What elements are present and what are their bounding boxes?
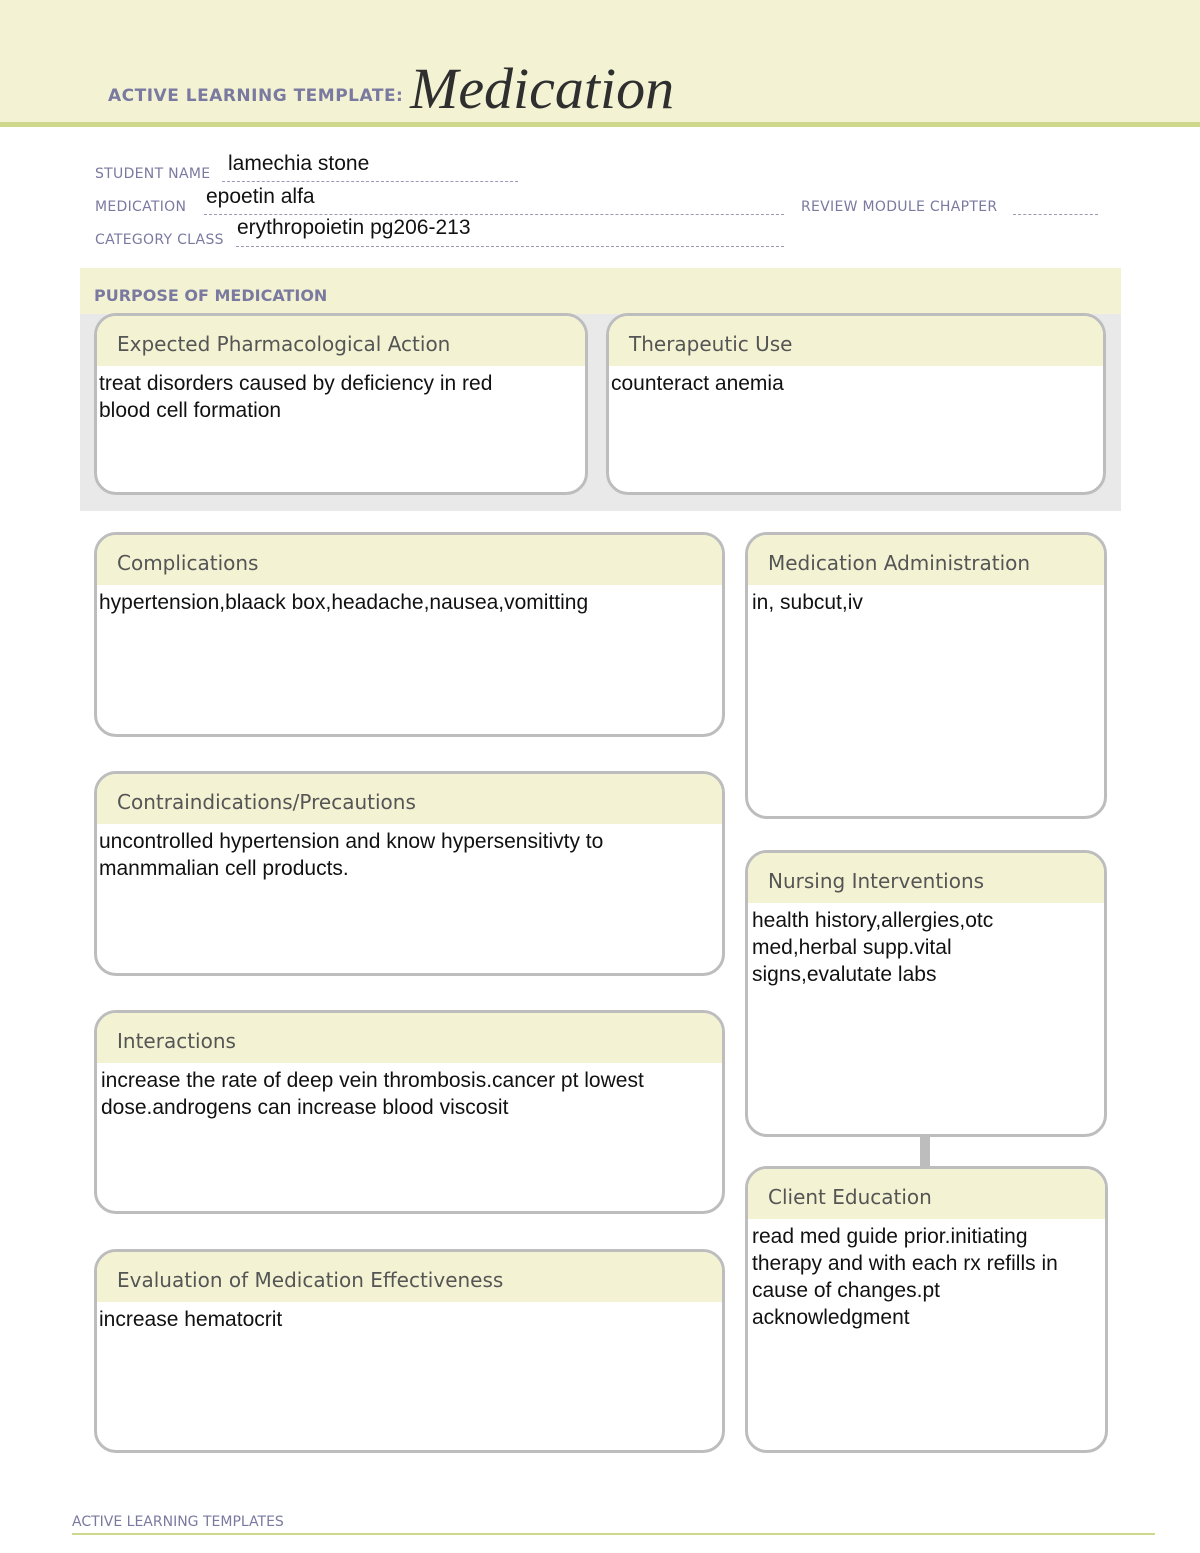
student-name-underline (222, 181, 518, 182)
connector-bar (920, 1135, 930, 1166)
contraindications-box (94, 771, 725, 976)
category-class-label: CATEGORY CLASS (95, 232, 224, 248)
medication-underline (204, 214, 784, 215)
client-education-box (745, 1166, 1108, 1453)
evaluation-text[interactable]: increase hematocrit (99, 1308, 283, 1331)
interactions-text[interactable]: increase the rate of deep vein thrombosis.cancer pt lowest dose.androgens can increase blood viscosit (101, 1069, 644, 1119)
medication-label: MEDICATION (95, 199, 187, 215)
therapeutic-use-title: Therapeutic Use (609, 316, 1103, 366)
expected-action-text[interactable]: treat disorders caused by deficiency in red blood cell formation (99, 372, 493, 422)
client-education-title: Client Education (748, 1169, 1105, 1219)
purpose-label: PURPOSE OF MEDICATION (94, 286, 328, 305)
page-title: Medication (410, 56, 675, 121)
medication-administration-text[interactable]: in, subcut,iv (752, 591, 863, 614)
client-education-text[interactable]: read med guide prior.initiating therapy and with each rx refills in cause of changes.pt acknowledgment (752, 1225, 1058, 1329)
contraindications-text[interactable]: uncontrolled hypertension and know hypersensitivty to manmmalian cell products. (99, 830, 604, 880)
therapeutic-use-box (606, 313, 1106, 495)
category-class-underline (236, 246, 784, 247)
complications-title: Complications (97, 535, 722, 585)
medication-field[interactable]: epoetin alfa (206, 185, 315, 208)
category-class-field[interactable]: erythropoietin pg206-213 (237, 216, 471, 239)
student-name-label: STUDENT NAME (95, 166, 211, 182)
review-module-field[interactable] (1013, 214, 1098, 215)
nursing-interventions-box (745, 850, 1107, 1137)
nursing-interventions-text[interactable]: health history,allergies,otc med,herbal supp.vital signs,evalutate labs (752, 909, 994, 986)
expected-action-title: Expected Pharmacological Action (97, 316, 585, 366)
evaluation-title: Evaluation of Medication Effectiveness (97, 1252, 722, 1302)
medication-administration-title: Medication Administration (748, 535, 1104, 585)
student-name-field[interactable]: lamechia stone (228, 152, 370, 175)
evaluation-box (94, 1249, 725, 1453)
footer-divider (72, 1533, 1155, 1535)
template-label: ACTIVE LEARNING TEMPLATE: (108, 86, 404, 106)
interactions-box (94, 1010, 725, 1214)
therapeutic-use-text[interactable]: counteract anemia (611, 372, 784, 395)
medication-administration-box (745, 532, 1107, 819)
header-divider (0, 122, 1200, 127)
contraindications-title: Contraindications/Precautions (97, 774, 722, 824)
complications-box (94, 532, 725, 737)
review-module-label: REVIEW MODULE CHAPTER (801, 199, 998, 215)
nursing-interventions-title: Nursing Interventions (748, 853, 1104, 903)
footer-label: ACTIVE LEARNING TEMPLATES (72, 1514, 284, 1530)
interactions-title: Interactions (97, 1013, 722, 1063)
expected-action-box (94, 313, 588, 495)
complications-text[interactable]: hypertension,blaack box,headache,nausea,vomitting (99, 591, 589, 614)
